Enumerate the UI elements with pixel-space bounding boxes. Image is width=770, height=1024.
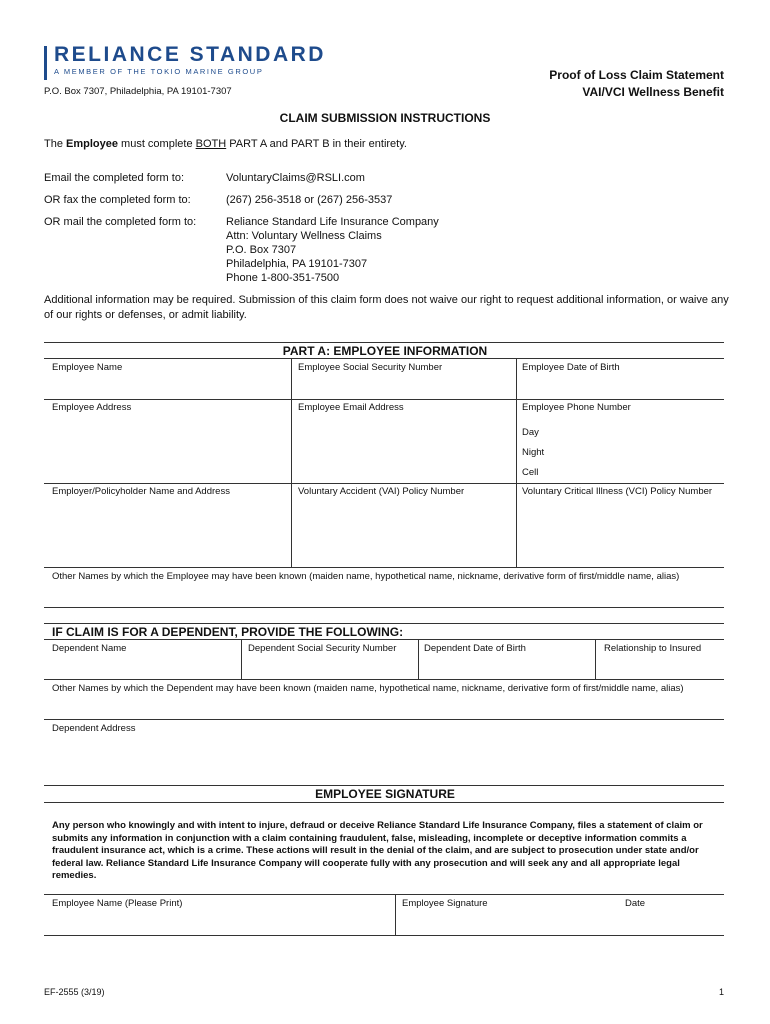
signature-section-title: EMPLOYEE SIGNATURE xyxy=(315,787,455,801)
divider xyxy=(44,623,724,624)
form-subtitle: VAI/VCI Wellness Benefit xyxy=(582,85,724,99)
email-label: Email the completed form to: xyxy=(44,172,185,184)
employee-name-field[interactable]: Employee Name xyxy=(52,362,123,373)
fax-value: (267) 256-3518 or (267) 256-3537 xyxy=(226,194,393,206)
company-address: P.O. Box 7307, Philadelphia, PA 19101-7307 xyxy=(44,86,232,97)
dependent-other-names-field[interactable]: Other Names by which the Dependent may have been known (maiden name, hypothetical name, nickname, derivative form of first/middle name, alias) xyxy=(52,683,684,694)
mail-line: Attn: Voluntary Wellness Claims xyxy=(226,230,382,242)
employee-ssn-field[interactable]: Employee Social Security Number xyxy=(298,362,443,373)
column-divider xyxy=(516,358,517,567)
logo-bar xyxy=(44,46,47,80)
divider xyxy=(44,679,724,680)
divider xyxy=(44,639,724,640)
column-divider xyxy=(241,639,242,679)
column-divider xyxy=(291,358,292,567)
divider xyxy=(44,342,724,343)
column-divider xyxy=(395,894,396,935)
company-logo: RELIANCE STANDARD xyxy=(54,43,326,66)
logo-tagline: A MEMBER OF THE TOKIO MARINE GROUP xyxy=(54,67,264,76)
fax-label: OR fax the completed form to: xyxy=(44,194,191,206)
mail-line: Reliance Standard Life Insurance Company xyxy=(226,216,439,228)
vci-policy-field[interactable]: Voluntary Critical Illness (VCI) Policy Number xyxy=(522,486,713,497)
fraud-warning: Any person who knowingly and with intent to injure, defraud or deceive Reliance Standard Life Insurance Company, files a statement of claim or submits any information in conjunction with a claim containing fraudulent, false, misleading, incomplete or deceptive information commits a fraudulent insurance act, which is a crime. These actions will result in the denial of the claim, and are subject to prosecution under state and/or federal law. Reliance Standard Life Insurance Company will cooperate fully with any prosecution and will seek any and all appropriate legal remedies. xyxy=(52,820,703,881)
mail-line: Phone 1-800-351-7500 xyxy=(226,272,340,284)
divider xyxy=(44,785,724,786)
mail-line: P.O. Box 7307 xyxy=(226,244,297,256)
signature-date-field[interactable]: Date xyxy=(625,898,646,909)
column-divider xyxy=(418,639,419,679)
form-number: EF-2555 (3/19) xyxy=(44,987,105,997)
divider xyxy=(44,802,724,803)
divider xyxy=(44,894,724,895)
divider xyxy=(44,483,724,484)
divider xyxy=(44,935,724,936)
employee-other-names-field[interactable]: Other Names by which the Employee may have been known (maiden name, hypothetical name, nickname, derivative form of first/middle name, alias) xyxy=(52,571,680,582)
dependent-section-title: IF CLAIM IS FOR A DEPENDENT, PROVIDE THE FOLLOWING: xyxy=(52,625,404,639)
employer-field[interactable]: Employer/Policyholder Name and Address xyxy=(52,486,230,497)
column-divider xyxy=(595,639,596,679)
mail-label: OR mail the completed form to: xyxy=(44,216,197,228)
divider xyxy=(44,399,724,400)
email-value: VoluntaryClaims@RSLI.com xyxy=(226,172,365,184)
print-name-field[interactable]: Employee Name (Please Print) xyxy=(52,898,183,909)
additional-info-text: Additional information may be required. Submission of this claim form does not waive our right to request additional information, or waive any of our rights or defenses, or admit liability. xyxy=(44,294,729,321)
mail-line: Philadelphia, PA 19101-7307 xyxy=(226,258,368,270)
employee-signature-field[interactable]: Employee Signature xyxy=(402,898,488,909)
employee-phone-field[interactable]: Employee Phone Number xyxy=(522,402,631,413)
dependent-relationship-field[interactable]: Relationship to Insured xyxy=(604,643,702,654)
vai-policy-field[interactable]: Voluntary Accident (VAI) Policy Number xyxy=(298,486,465,497)
phone-night-field[interactable]: Night xyxy=(522,447,545,458)
phone-day-field[interactable]: Day xyxy=(522,427,539,438)
divider xyxy=(44,358,724,359)
divider xyxy=(44,607,724,608)
employee-dob-field[interactable]: Employee Date of Birth xyxy=(522,362,620,373)
dependent-name-field[interactable]: Dependent Name xyxy=(52,643,127,654)
instructions-intro: The Employee must complete BOTH PART A and PART B in their entirety. xyxy=(44,138,407,150)
part-a-title: PART A: EMPLOYEE INFORMATION xyxy=(282,344,488,358)
employee-address-field[interactable]: Employee Address xyxy=(52,402,132,413)
employee-email-field[interactable]: Employee Email Address xyxy=(298,402,404,413)
instructions-heading: CLAIM SUBMISSION INSTRUCTIONS xyxy=(279,111,491,125)
form-title: Proof of Loss Claim Statement xyxy=(549,68,724,82)
dependent-ssn-field[interactable]: Dependent Social Security Number xyxy=(248,643,397,654)
dependent-dob-field[interactable]: Dependent Date of Birth xyxy=(424,643,526,654)
dependent-address-field[interactable]: Dependent Address xyxy=(52,723,136,734)
phone-cell-field[interactable]: Cell xyxy=(522,467,539,478)
divider xyxy=(44,567,724,568)
page-number: 1 xyxy=(718,987,724,997)
divider xyxy=(44,719,724,720)
